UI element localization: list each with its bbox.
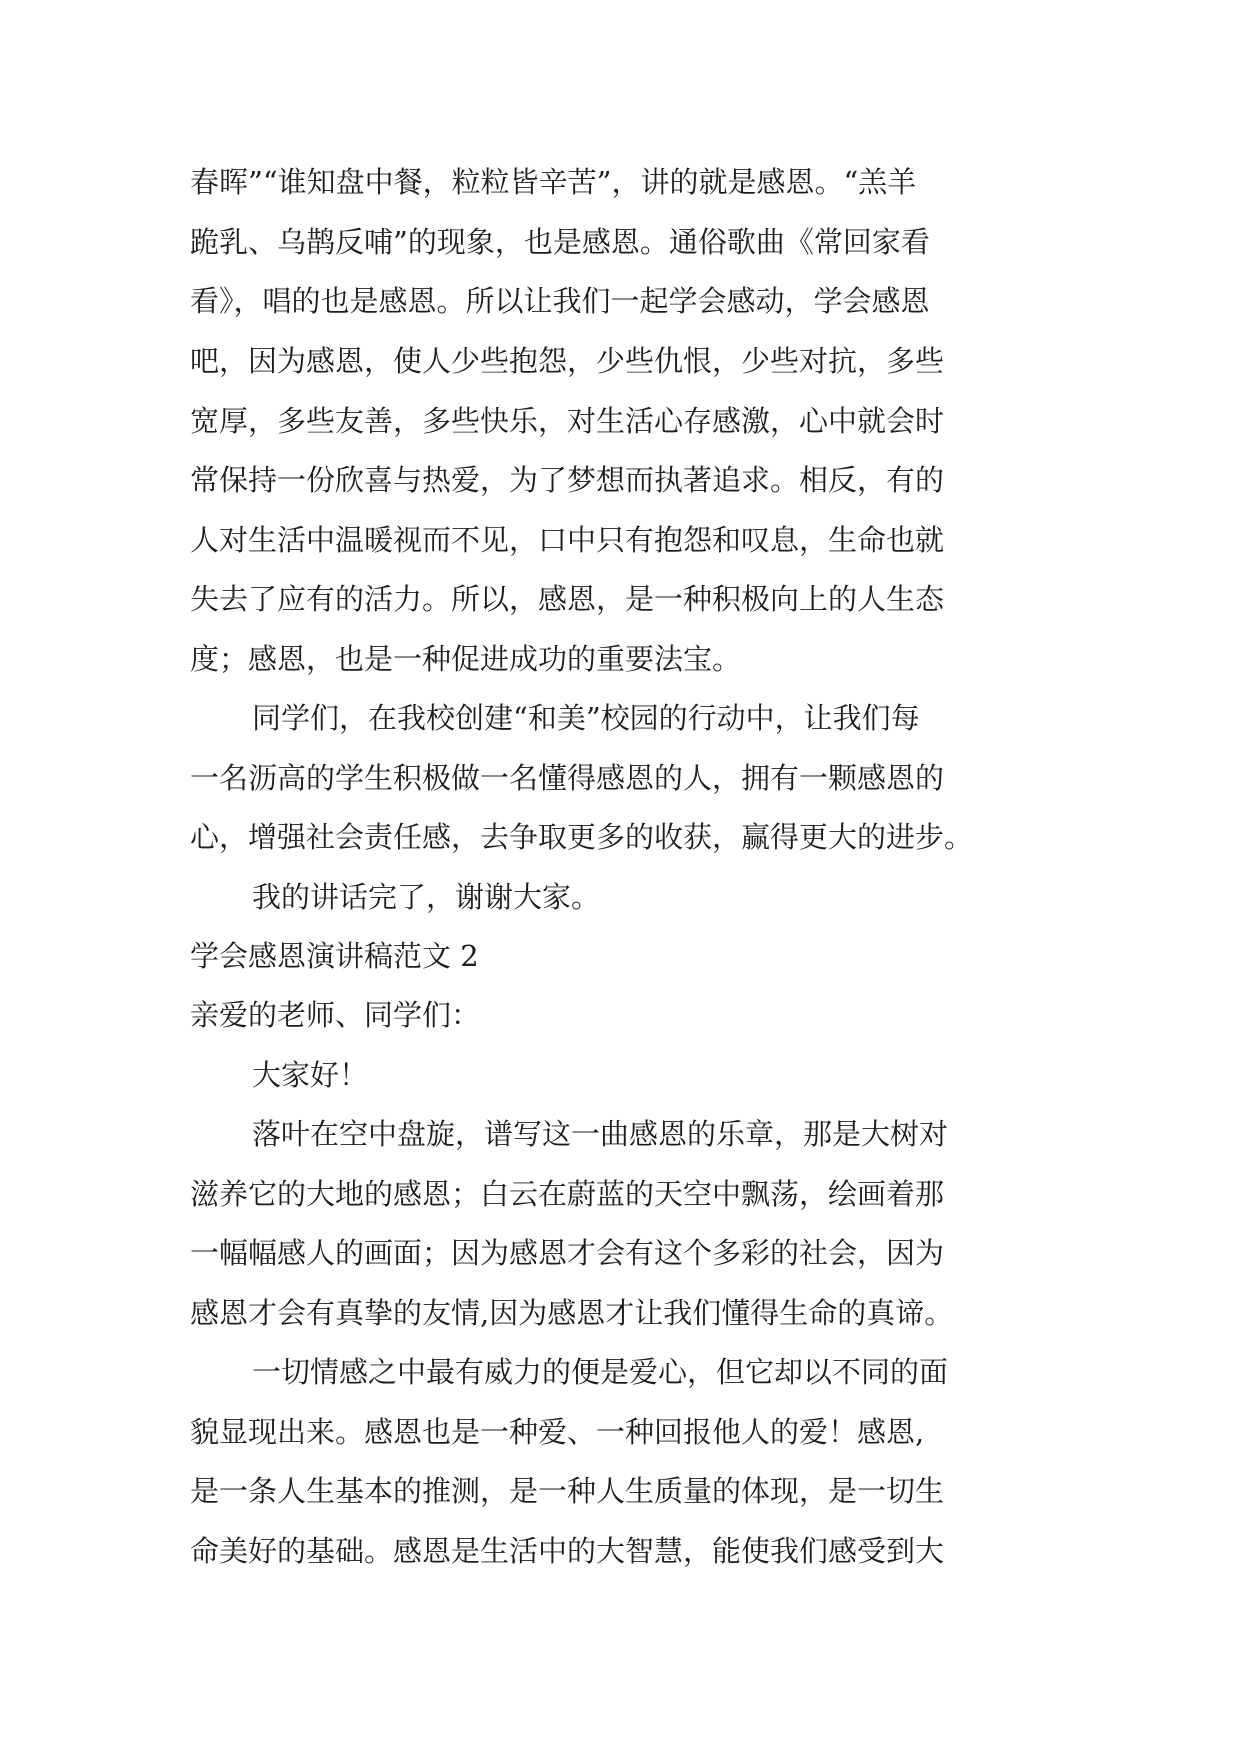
text-line-7: 人对生活中温暖视而不见，口中只有抱怨和叹息，生命也就	[190, 523, 945, 557]
text-line-9: 度；感恩，也是一种促进成功的重要法宝。	[190, 642, 742, 676]
paragraph-start-line: 同学们，在我校创建“和美”校园的行动中，让我们每	[252, 701, 920, 735]
text-line-3: 看》，唱的也是感恩。所以让我们一起学会感动，学会感恩	[190, 284, 930, 318]
text-line-8: 失去了应有的活力。所以，感恩，是一种积极向上的人生态	[190, 582, 945, 616]
text-line-4: 吧，因为感恩，使人少些抱怨，少些仇恨，少些对抗，多些	[190, 344, 945, 378]
paragraph-start-line: 落叶在空中盘旋，谱写这一曲感恩的乐章，那是大树对	[252, 1117, 949, 1151]
text-line-20: 感恩才会有真挚的友情,因为感恩才让我们懂得生命的真谛。	[190, 1296, 954, 1330]
paragraph-start-line: 一切情感之中最有威力的便是爱心，但它却以不同的面	[252, 1355, 949, 1389]
text-line-11: 一名沥高的学生积极做一名懂得感恩的人，拥有一颗感恩的	[190, 761, 945, 795]
text-line-24: 命美好的基础。感恩是生活中的大智慧，能使我们感受到大	[190, 1534, 945, 1568]
closing-remark: 我的讲话完了，谢谢大家。	[252, 880, 601, 914]
text-line-1: 春晖”“谁知盘中餐，粒粒皆辛苦”，讲的就是感恩。“羔羊	[190, 165, 917, 199]
text-line-19: 一幅幅感人的画面；因为感恩才会有这个多彩的社会，因为	[190, 1236, 945, 1270]
salutation: 亲爱的老师、同学们：	[190, 998, 481, 1032]
text-line-6: 常保持一份欣喜与热爱，为了梦想而执著追求。相反，有的	[190, 463, 945, 497]
text-line-5: 宽厚，多些友善，多些快乐，对生活心存感激，心中就会时	[190, 404, 945, 438]
greeting: 大家好！	[252, 1058, 369, 1092]
text-line-22: 貌显现出来。感恩也是一种爱、一种回报他人的爱！感恩,	[190, 1415, 925, 1449]
text-line-18: 滋养它的大地的感恩；白云在蔚蓝的天空中飘荡，绘画着那	[190, 1177, 945, 1211]
text-line-2: 跪乳、乌鹊反哺”的现象，也是感恩。通俗歌曲《常回家看	[190, 225, 930, 259]
text-line-23: 是一条人生基本的推测，是一种人生质量的体现，是一切生	[190, 1474, 945, 1508]
text-line-12: 心，增强社会责任感，去争取更多的收获，赢得更大的进步。	[190, 820, 974, 854]
section-heading: 学会感恩演讲稿范文 2	[190, 939, 479, 973]
